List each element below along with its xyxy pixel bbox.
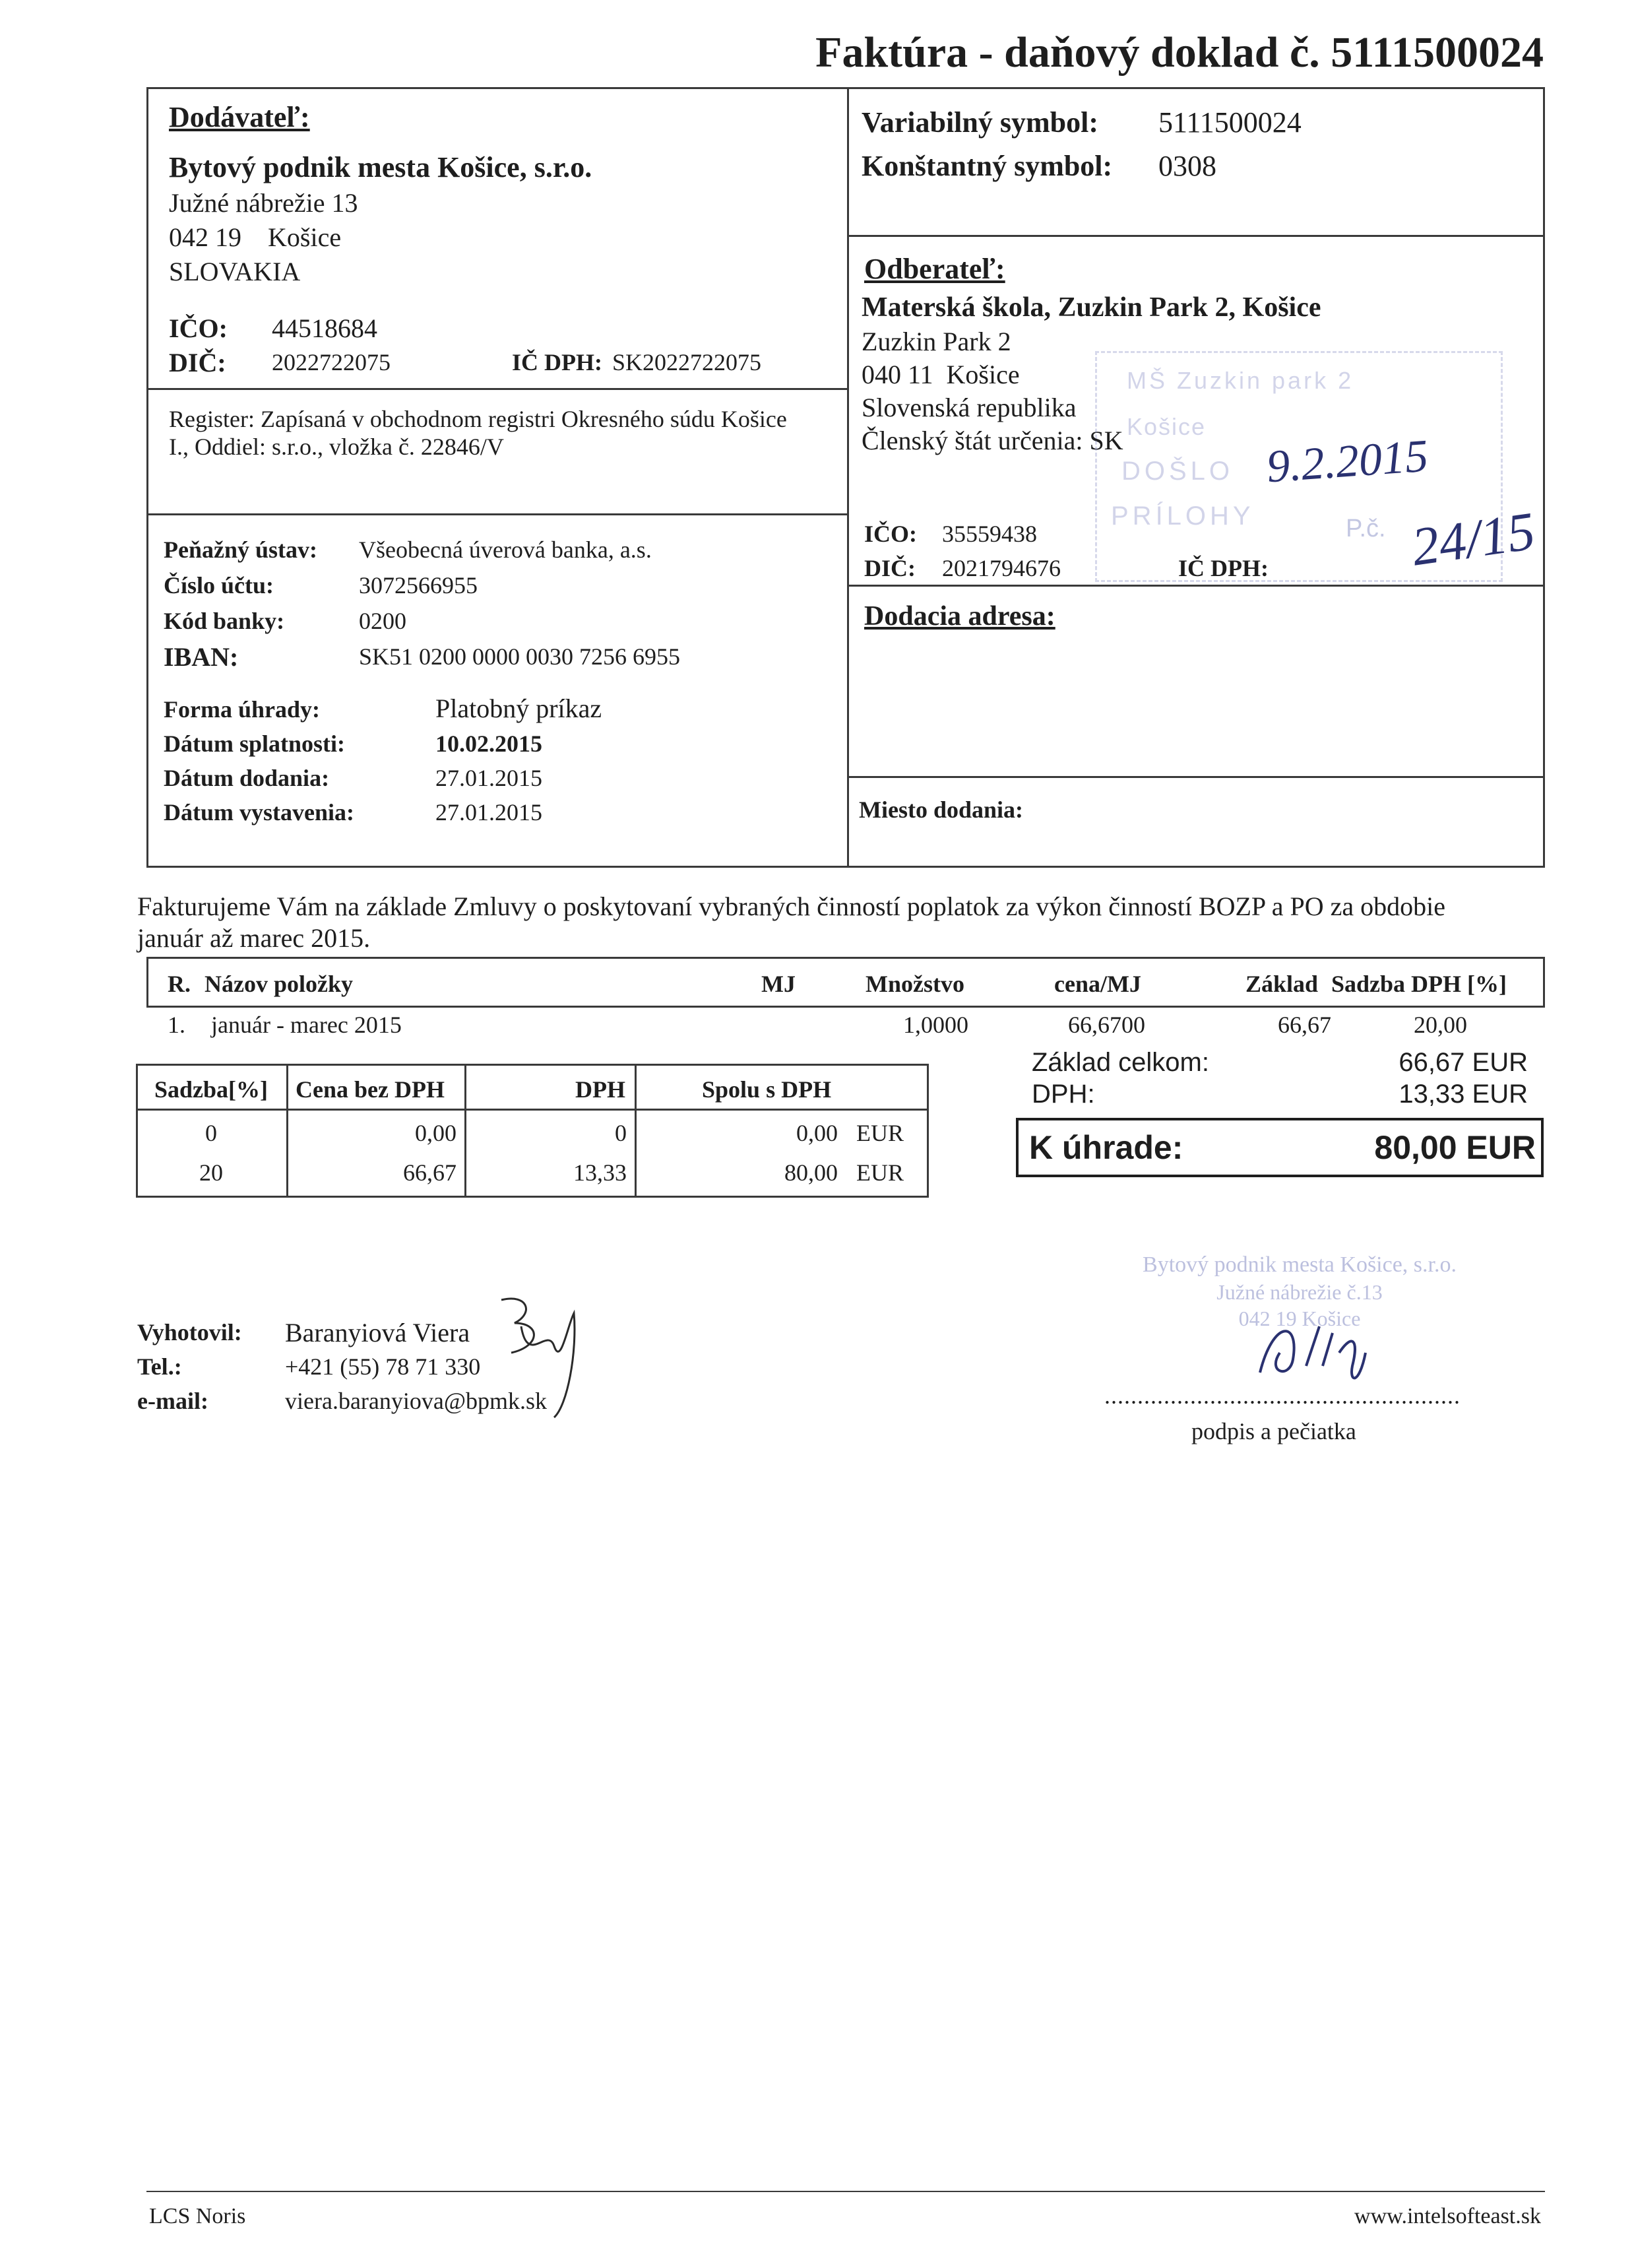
variable-symbol: 5111500024: [1158, 106, 1302, 139]
col-price: cena/MJ: [1054, 971, 1141, 997]
bank-code: 0200: [359, 608, 406, 634]
customer-name: Materská škola, Zuzkin Park 2, Košice: [862, 292, 1321, 323]
col-mj: MJ: [761, 971, 796, 997]
col-base: Základ: [1245, 971, 1319, 997]
email: viera.baranyiova@bpmk.sk: [285, 1388, 548, 1414]
constant-symbol: 0308: [1158, 150, 1216, 182]
intro-line-2: január až marec 2015.: [137, 923, 371, 953]
item-name: január - marec 2015: [211, 1012, 402, 1038]
payment-form: Platobný príkaz: [435, 694, 602, 723]
stamp-line-1: MŠ Zuzkin park 2: [1127, 367, 1354, 394]
supplier-name: Bytový podnik mesta Košice, s.r.o.: [169, 151, 592, 183]
vat-row-vat: 13,33: [573, 1159, 627, 1186]
vat-row-net: 0,00: [415, 1120, 456, 1146]
variable-symbol-label: Variabilný symbol:: [862, 106, 1099, 139]
item-qty: 1,0000: [903, 1012, 968, 1038]
delivery-address-heading: Dodacia adresa:: [864, 601, 1055, 632]
total-base: 66,67 EUR: [1399, 1048, 1528, 1077]
vat-row-currency: EUR: [856, 1120, 904, 1146]
amount-due-box: [1016, 1118, 1544, 1177]
supplier-country: SLOVAKIA: [169, 257, 301, 286]
issue-date-label: Dátum vystavenia:: [164, 799, 354, 826]
member-state: Členský štát určenia: SK: [862, 426, 1123, 455]
amount-due: 80,00 EUR: [1374, 1129, 1536, 1166]
signature-dots: ......................................................: [1104, 1382, 1461, 1409]
col-qty: Množstvo: [865, 971, 964, 997]
vat-col-net: Cena bez DPH: [296, 1076, 445, 1103]
stamp-line-2: Košice: [1127, 413, 1207, 440]
issuer-signature: [488, 1287, 581, 1419]
payment-form-label: Forma úhrady:: [164, 696, 320, 723]
customer-dic: 2021794676: [942, 555, 1061, 581]
stamp-handwritten-number: 24/15: [1408, 500, 1539, 577]
vat-col-total: Spolu s DPH: [702, 1076, 832, 1103]
supplier-dic: 2022722075: [272, 349, 391, 375]
col-name: Názov položky: [204, 971, 353, 997]
amount-due-label: K úhrade:: [1029, 1129, 1183, 1166]
due-date-label: Dátum splatnosti:: [164, 730, 346, 757]
vat-row-total: 80,00: [784, 1159, 838, 1186]
intro-line-1: Fakturujeme Vám na základe Zmluvy o poskytovaní vybraných činností poplatok za výkon činností BOZP a PO za obdobie: [137, 891, 1445, 921]
item-base: 66,67: [1278, 1012, 1331, 1038]
customer-heading: Odberateľ:: [864, 253, 1005, 285]
bank-institution: Všeobecná úverová banka, a.s.: [359, 536, 652, 563]
email-label: e-mail:: [137, 1388, 208, 1414]
issued-by-label: Vyhotovil:: [137, 1319, 242, 1345]
vat-col-vat: DPH: [575, 1076, 625, 1103]
company-stamp-line-2: Južné nábrežie č.13: [1216, 1280, 1383, 1304]
supplier-icdph: SK2022722075: [612, 349, 762, 375]
iban: SK51 0200 0000 0030 7256 6955: [359, 643, 681, 670]
delivery-date: 27.01.2015: [435, 765, 542, 791]
bank-code-label: Kód banky:: [164, 608, 285, 634]
bank-account: 3072566955: [359, 572, 478, 599]
supplier-street: Južné nábrežie 13: [169, 188, 358, 218]
due-date: 10.02.2015: [435, 730, 542, 757]
item-price: 66,6700: [1068, 1012, 1145, 1038]
item-rate: 20,00: [1414, 1012, 1467, 1038]
phone-label: Tel.:: [137, 1353, 182, 1380]
customer-ico-label: IČO:: [864, 521, 917, 547]
customer-street: Zuzkin Park 2: [862, 327, 1011, 356]
col-r: R.: [168, 971, 191, 997]
item-r: 1.: [168, 1012, 185, 1038]
stamp-line-5: P.č.: [1346, 515, 1386, 542]
supplier-city: 042 19 Košice: [169, 222, 342, 252]
customer-ico: 35559438: [942, 521, 1037, 547]
stamp-handwritten-date: 9.2.2015: [1265, 430, 1430, 493]
vat-row-currency: EUR: [856, 1159, 904, 1186]
total-vat-label: DPH:: [1032, 1080, 1095, 1109]
supplier-ico: 44518684: [272, 313, 377, 343]
supplier-heading: Dodávateľ:: [169, 101, 310, 133]
vat-row-rate: 0: [205, 1120, 217, 1146]
issued-by: Baranyiová Viera: [285, 1318, 470, 1347]
register-line-1: Register: Zapísaná v obchodnom registri Okresného súdu Košice: [169, 406, 787, 432]
total-vat: 13,33 EUR: [1399, 1080, 1528, 1109]
total-base-label: Základ celkom:: [1032, 1048, 1209, 1077]
supplier-dic-label: DIČ:: [169, 348, 226, 377]
vat-row-total: 0,00: [796, 1120, 838, 1146]
invoice-title: Faktúra - daňový doklad č. 5111500024: [815, 28, 1544, 77]
supplier-icdph-label: IČ DPH:: [512, 349, 602, 375]
footer-right: www.intelsofteast.sk: [1354, 2204, 1541, 2228]
stamp-line-3: DOŠLO: [1121, 457, 1234, 486]
customer-city: 040 11 Košice: [862, 360, 1020, 389]
customer-dic-label: DIČ:: [864, 555, 916, 581]
iban-label: IBAN:: [164, 642, 239, 672]
issue-date: 27.01.2015: [435, 799, 542, 826]
signature-label: podpis a pečiatka: [1191, 1418, 1356, 1444]
vat-col-rate: Sadzba[%]: [154, 1076, 268, 1103]
delivery-place-label: Miesto dodania:: [859, 796, 1024, 823]
col-rate: Sadzba DPH [%]: [1331, 971, 1507, 997]
company-stamp-line-1: Bytový podnik mesta Košice, s.r.o.: [1143, 1252, 1457, 1277]
delivery-date-label: Dátum dodania:: [164, 765, 330, 791]
supplier-ico-label: IČO:: [169, 313, 228, 343]
constant-symbol-label: Konštantný symbol:: [862, 150, 1113, 182]
footer-left: LCS Noris: [149, 2204, 246, 2228]
register-line-2: I., Oddiel: s.r.o., vložka č. 22846/V: [169, 434, 504, 460]
customer-country: Slovenská republika: [862, 393, 1077, 422]
bank-account-label: Číslo účtu:: [164, 572, 274, 599]
customer-icdph-label: IČ DPH:: [1178, 555, 1269, 581]
company-signature: [1253, 1313, 1379, 1386]
vat-row-vat: 0: [615, 1120, 627, 1146]
stamp-line-4: PRÍLOHY: [1111, 502, 1255, 531]
company-stamp-line-3: 042 19 Košice: [1238, 1307, 1361, 1330]
vat-row-net: 66,67: [403, 1159, 456, 1186]
bank-institution-label: Peňažný ústav:: [164, 536, 317, 563]
vat-row-rate: 20: [199, 1159, 223, 1186]
phone: +421 (55) 78 71 330: [285, 1353, 481, 1380]
